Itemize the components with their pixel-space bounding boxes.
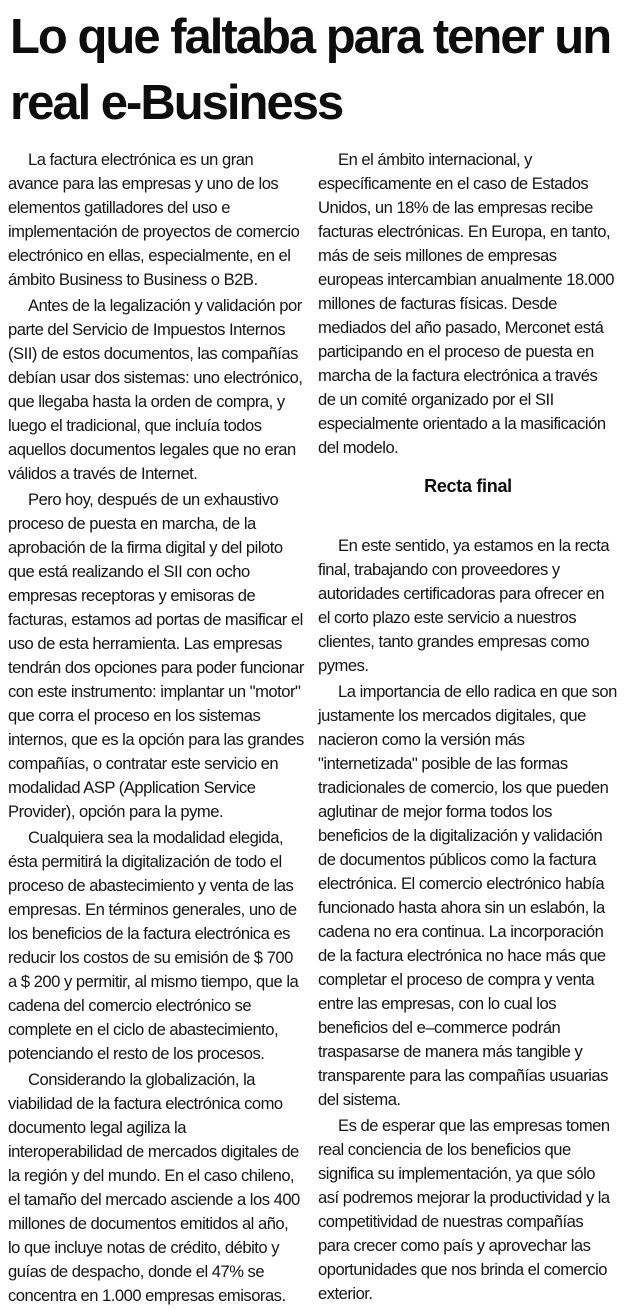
paragraph: En este sentido, ya estamos en la recta final, trabajando con proveedores y autoridades certificadoras para ofrecer en el corto plazo este servicio a nuestros clientes, tanto grandes empresas como pymes. xyxy=(318,536,610,675)
article-title: Lo que faltaba para tener un real e-Business xyxy=(10,10,611,130)
paragraph: En el ámbito internacional, y específicamente en el caso de Estados Unidos, un 18% de las empresas recibe facturas electrónicas. En Europa, en tanto, más de seis millones de empresas europeas intercambian anualmente 18.000 millones de facturas físicas. Desde mediados del año pasado, Merconet está participando en el proceso de puesta en marcha de la factura electrónica a través de un comité organizado por el SII especialmente orientado a la masificación del modelo. xyxy=(318,150,614,457)
paragraph: La factura electrónica es un gran avance para las empresas y uno de los elementos gatilladores del uso e implementación de proyectos de comercio electrónico en ellas, especialmente, en el ámbito Business to Business o B2B. xyxy=(8,150,300,289)
section-subheading: Recta final xyxy=(424,476,512,496)
article-column-right xyxy=(318,148,618,1308)
paragraph: Considerando la globalización, la viabilidad de la factura electrónica como documento legal agiliza la interoperabilidad de mercados digitales de la región y del mundo. En el caso chileno, el tamaño del mercado asciende a los 400 millones de documentos emitidos al año, lo que incluye notas de crédito, débito y guías de despacho, donde el 47% se concentra en 1.000 empresas emisoras. xyxy=(8,1070,300,1305)
paragraph: Pero hoy, después de un exhaustivo proceso de puesta en marcha, de la aprobación de la firma digital y del piloto que está realizando el SII con ocho empresas receptoras y emisoras de facturas, estamos ad portas de masificar el uso de esta herramienta. Las empresas tendrán dos opciones para poder funcionar con este instrumento: implantar un "motor" que corra el proceso en los sistemas internos, que es la opción para las grandes compañías, o contratar este servicio en modalidad ASP (Application Service Provider), opción para la pyme. xyxy=(8,490,304,821)
paragraph: Es de esperar que las empresas tomen real conciencia de los beneficios que significa su implementación, ya que sólo así podremos mejorar la productividad y la competitividad de nuestras compañías para crecer como país y aprovechar las oportunidades que nos brinda el comercio exterior. xyxy=(318,1116,610,1303)
paragraph: La importancia de ello radica en que son justamente los mercados digitales, que nacieron como la versión más "internetizada" posible de las formas tradicionales de comercio, los que pueden aglutinar de mejor forma todos los beneficios de la digitalización y validación de documentos públicos como la factura electrónica. El comercio electrónico había funcionado hasta ahora sin un eslabón, la cadena no era continua. La incorporación de la factura electrónica no hace más que completar el proceso de compra y venta entre las empresas, con lo cual los beneficios del e–commerce podrán traspasarse de manera más tangible y transparente para las compañías usuarias del sistema. xyxy=(318,682,617,1109)
article-column-left xyxy=(8,148,304,1310)
paragraph: Cualquiera sea la modalidad elegida, ésta permitirá la digitalización de todo el proceso de abastecimiento y venta de las empresas. En términos generales, uno de los beneficios de la factura electrónica es reducir los costos de su emisión de $ 700 a $ 200 y permitir, al mismo tiempo, que la cadena del comercio electrónico se complete en el ciclo de abastecimiento, potenciando el resto de los procesos. xyxy=(8,828,299,1063)
paragraph: Antes de la legalización y validación por parte del Servicio de Impuestos Internos (SII) de estos documentos, las compañías debían usar dos sistemas: uno electrónico, que llegaba hasta la orden de compra, y luego el tradicional, que incluía todos aquellos documentos legales que no eran válidos a través de Internet. xyxy=(8,296,303,483)
